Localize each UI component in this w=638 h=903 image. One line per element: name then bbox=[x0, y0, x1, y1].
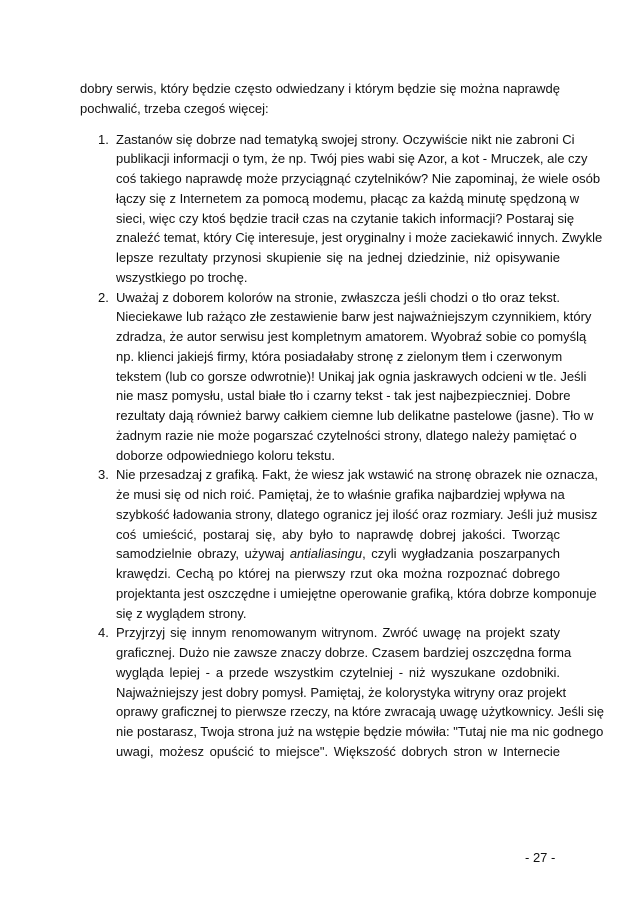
text-line: żadnym razie nie może pogarszać czytelności strony, dlatego należy pamiętać o bbox=[116, 427, 577, 443]
text-line: łączy się z Internetem za pomocą modemu, płacąc za każdą minutę spędzoną w bbox=[116, 190, 580, 206]
text-line: że musi się od nich roić. Pamiętaj, że to właśnie grafika najbardziej wpływa na bbox=[116, 487, 565, 502]
intro-paragraph bbox=[80, 79, 560, 119]
text-line: Nieciekawe lub rażąco złe zestawienie barw jest najważniejszym czynnikiem, który bbox=[116, 309, 592, 325]
list-item bbox=[80, 465, 598, 623]
numbered-list bbox=[80, 130, 604, 762]
text-line: dobry serwis, który będzie często odwiedzany i którym będzie się można naprawdę bbox=[80, 81, 560, 96]
list-item-text bbox=[116, 288, 594, 466]
list-item-number: 1. bbox=[98, 131, 109, 147]
list-item bbox=[80, 130, 603, 288]
text-line: pochwalić, trzeba czegoś więcej: bbox=[80, 100, 269, 116]
text-line: nie masz pomysłu, ustal białe tło i czarny tekst - tak jest najbezpieczniej. Dobre bbox=[116, 388, 571, 404]
list-item-text bbox=[116, 623, 604, 761]
list-item-number: 3. bbox=[98, 467, 109, 483]
text-line: np. klienci jakiejś firmy, która posiadałaby stronę z zielonym tłem i czerwonym bbox=[116, 348, 563, 364]
list-item bbox=[80, 288, 594, 466]
text-line: nie postarasz, Twoja strona już na wstępie będzie mówiła: "Tutaj nie ma nic godnego bbox=[116, 724, 604, 739]
text-line: doborze odpowiedniego koloru tekstu. bbox=[116, 447, 335, 463]
list-item bbox=[80, 623, 604, 761]
text-line: projektanta jest oszczędne i umiejętne operowanie grafiką, która dobrze komponuje bbox=[116, 585, 597, 601]
page-number: - 27 - bbox=[525, 850, 556, 865]
list-item-number: 2. bbox=[98, 289, 109, 305]
document-page bbox=[80, 79, 604, 762]
text-line: wygląda lepiej - a przede wszystkim czytelniej - niż wyszukane ozdobniki. bbox=[116, 664, 560, 680]
italic-term: antialiasingu bbox=[289, 546, 363, 562]
text-line: wszystkiego po trochę. bbox=[116, 269, 248, 285]
text-line: graficznej. Dużo nie zawsze znaczy dobrze. Czasem bardziej oszczędna forma bbox=[116, 645, 572, 660]
list-item-number: 4. bbox=[98, 625, 109, 641]
text-line: się z wyglądem strony. bbox=[116, 605, 247, 621]
text-line: rezultaty dają również barwy całkiem ciemne lub delikatne pastelowe (jasne). Tło w bbox=[116, 408, 594, 423]
text-line: oprawy graficznej to pierwsze rzeczy, na które zwracają uwagę użytkownicy. Jeśli się bbox=[116, 704, 604, 720]
text-line: publikacji informacji o tym, że np. Twój pies wabi się Azor, a kot - Mruczek, ale czy bbox=[116, 151, 588, 167]
text-line: lepsze rezultaty przynosi skupienie się na jednej dziedzinie, niż opisywanie bbox=[116, 250, 560, 265]
text-line: krawędzi. Cechą po której na pierwszy rzut oka można rozpoznać dobrego bbox=[116, 566, 560, 581]
text-line: Zastanów się dobrze nad tematyką swojej strony. Oczywiście nikt nie zabroni Ci bbox=[116, 131, 575, 147]
text-line: zdradza, że autor serwisu jest kompletnym amatorem. Wyobraź sobie co pomyślą bbox=[116, 329, 587, 344]
text-line: Nie przesadzaj z grafiką. Fakt, że wiesz jak wstawić na stronę obrazek nie oznacza, bbox=[116, 467, 598, 483]
text-line-with-italic-term: samodzielnie obrazy, używaj antialiasingu, czyli wygładzania poszarpanych bbox=[116, 546, 560, 562]
text-line: szybkość ładowania strony, dlatego ogranicz jej ilość oraz rozmiary. Jeśli już musisz bbox=[116, 506, 598, 522]
list-item-text bbox=[116, 465, 598, 623]
text-line: znaleźć temat, który Cię interesuje, jest oryginalny i może zaciekawić innych. Zwykle bbox=[116, 230, 603, 246]
text-line: coś umieścić, postaraj się, aby było to naprawdę dobrej jakości. Tworząc bbox=[116, 526, 560, 542]
text-line: coś takiego naprawdę może przyciągnąć czytelników? Nie zapominaj, że wiele osób bbox=[116, 171, 601, 186]
text-line: sieci, więc czy ktoś będzie tracił czas na czytanie takich informacji? Postaraj się bbox=[116, 210, 575, 226]
text-line: Najważniejszy jest dobry pomysł. Pamiętaj, że kolorystyka witryny oraz projekt bbox=[116, 684, 567, 700]
text-line: tekstem (lub co gorsze odwrotnie)! Unikaj jak ognia jaskrawych odcieni w tle. Jeśli bbox=[116, 368, 587, 384]
text-line: uwagi, możesz opuścić to miejsce". Większość dobrych stron w Internecie bbox=[116, 743, 560, 759]
list-item-text bbox=[116, 130, 603, 288]
text-line: Uważaj z doborem kolorów na stronie, zwłaszcza jeśli chodzi o tło oraz tekst. bbox=[116, 289, 560, 305]
text-line: Przyjrzyj się innym renomowanym witrynom. Zwróć uwagę na projekt szaty bbox=[116, 625, 560, 641]
